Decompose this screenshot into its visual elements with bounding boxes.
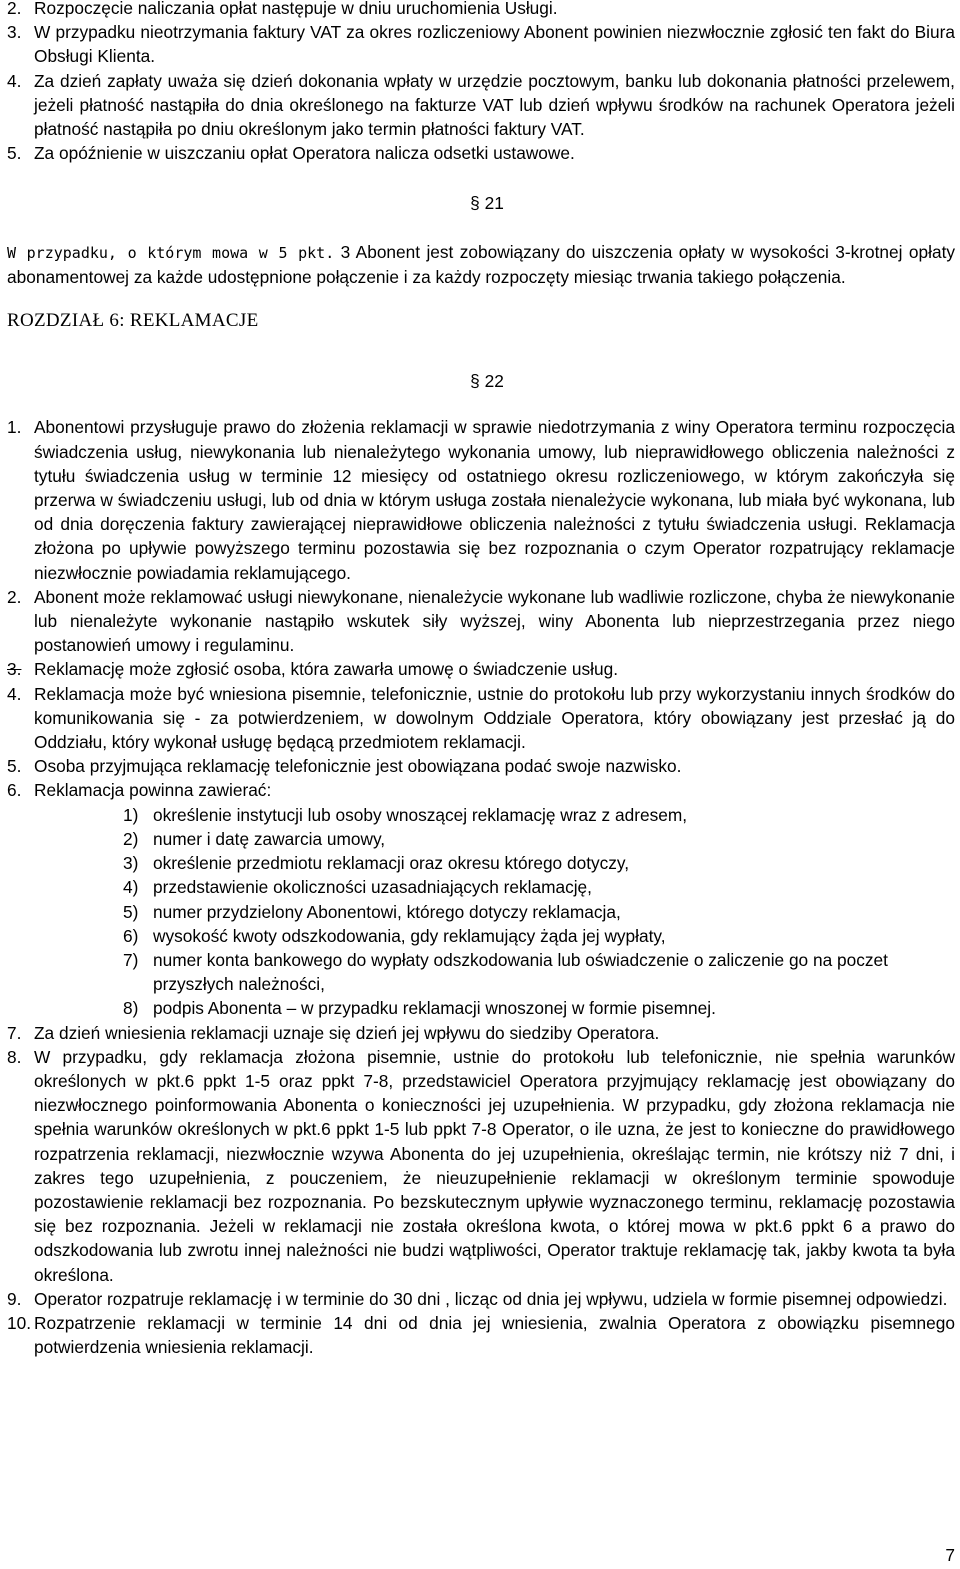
subitem-text: numer i datę zawarcia umowy, [153, 828, 386, 849]
item-text: Za dzień zapłaty uważa się dzień dokonania wpłaty w urzędzie pocztowym, banku lub dokonania płatności przelewem, jeżeli płatność nastąpiła do dnia określonego na fakturze VAT lub dzień wpływu środków na rachunek Operatora jeżeli płatność nastąpiła po dniu określonym jako termin płatności faktury VAT. [34, 70, 955, 140]
list-item [7, 20, 955, 68]
subitem-number: 5) [123, 901, 139, 922]
item-text: Reklamacja może być wniesiona pisemnie, telefonicznie, ustnie do protokołu lub przy wykorzystaniu innych środków do komunikowania się - za potwierdzeniem, w dowolnym Oddziale Operatora, który obowiązany jest przesłać ją do Oddziału, który wykonał usługę będącą przedmiotem reklamacji. [34, 683, 955, 753]
list-item [7, 0, 955, 20]
sublist [7, 803, 955, 1021]
list-item [7, 69, 955, 142]
item-text: Abonentowi przysługuje prawo do złożenia reklamacji w sprawie niedotrzymania z winy Operatora terminu rozpoczęcia świadczenia usług, niewykonania lub nienależytego wykonania umowy, lub nieprawidłowego obliczenia należności z tytułu świadczenia usług w terminie 12 miesięcy od ostatniego okresu rozliczeniowego, w którym zakończyła się przerwa w świadczeniu usługi, lub od dnia w którym usługa została nienależycie wykonana, lub miała być wykonana, lub od dnia doręczenia faktury zawierającej nieprawidłowe obliczenia należności z tytułu świadczenia usługi. Reklamacja złożona po upływie powyższego terminu pozostawia się bez rozpoznania o czym Operator rozpatrujący reklamacje niezwłocznie powiadamia reklamującego. [34, 417, 955, 583]
item-number: 5. [7, 756, 22, 777]
item-number: 6. [7, 780, 22, 801]
sublist-item [7, 948, 955, 996]
item-number: 3. [7, 659, 22, 680]
item-number: 3. [7, 22, 22, 43]
item-text: Osoba przyjmująca reklamację telefonicznie jest obowiązana podać swoje nazwisko. [34, 756, 682, 777]
item-number: 4. [7, 70, 22, 91]
list-item [7, 415, 955, 584]
subitem-number: 3) [123, 853, 139, 874]
item-number: 2. [7, 0, 22, 18]
sublist-item [7, 996, 955, 1020]
list-item [7, 1021, 955, 1045]
page-number: 7 [945, 1544, 955, 1565]
list-item [7, 1045, 955, 1287]
item-number: 10. [7, 1312, 32, 1333]
list-item [7, 657, 955, 681]
list-item [7, 585, 955, 658]
item-number: 2. [7, 586, 22, 607]
sublist-item [7, 900, 955, 924]
sublist-item [7, 875, 955, 899]
sublist-item [7, 924, 955, 948]
top-list [7, 0, 955, 165]
item-number: 9. [7, 1288, 22, 1309]
subitem-number: 8) [123, 998, 139, 1019]
item-text: Operator rozpatruje reklamację i w terminie do 30 dni , licząc od dnia jej wpływu, udziela w formie pisemnej odpowiedzi. [34, 1288, 948, 1309]
item-number: 5. [7, 143, 22, 164]
list-item [7, 778, 955, 802]
item-text: Rozpoczęcie naliczania opłat następuje w dniu uruchomienia Usługi. [34, 0, 558, 18]
section-21-lead: W przypadku, o którym mowa w 5 pkt. [7, 243, 335, 262]
section-21-paragraph [7, 240, 955, 289]
sublist-item [7, 803, 955, 827]
subitem-number: 1) [123, 804, 139, 825]
item-number: 1. [7, 417, 22, 438]
section-22-sign: § 22 [470, 371, 504, 392]
list-item [7, 141, 955, 165]
item-text: Abonent może reklamować usługi niewykonane, nienależycie wykonane lub wadliwie rozliczone, chyba że niewykonanie lub nienależyte wykonanie nastąpiło wskutek siły wyższej, winy Abonenta lub nieprzestrzegania przez niego postanowień umowy i regulaminu. [34, 586, 955, 656]
section-21-sign: § 21 [470, 193, 504, 214]
list-item [7, 1311, 955, 1359]
subitem-number: 4) [123, 877, 139, 898]
item-text: Reklamacja powinna zawierać: [34, 780, 272, 801]
chapter-heading: ROZDZIAŁ 6: REKLAMACJE [7, 310, 259, 332]
subitem-number: 2) [123, 828, 139, 849]
item-text: Za opóźnienie w uiszczaniu opłat Operatora nalicza odsetki ustawowe. [34, 143, 575, 164]
item-number: 7. [7, 1022, 22, 1043]
subitem-text: numer konta bankowego do wypłaty odszkodowania lub oświadczenie o zaliczenie go na poczet przyszłych należności, [153, 949, 888, 995]
subitem-text: wysokość kwoty odszkodowania, gdy reklamujący żąda jej wypłaty, [153, 925, 666, 946]
section-22-list [7, 415, 955, 1359]
item-text: W przypadku, gdy reklamacja złożona pisemnie, ustnie do protokołu lub telefonicznie, nie spełnia warunków określonych w pkt.6 ppkt 1-5 oraz ppkt 7-8, przedstawiciel Operatora przyjmujący reklamację jest obowiązany do niezwłocznego poinformowania Abonenta o konieczności jej uzupełnienia. W przypadku, gdy złożona reklamacja nie spełnia warunków określonych w pkt.6 ppkt 1-5 lub ppkt 7-8 Operator, o ile uzna, że jest to konieczne do prawidłowego rozpatrzenia reklamacji, niezwłocznie wzywa Abonenta do jej uzupełnienia, określając termin, nie krótszy niż 7 dni, i zakres tego uzupełnienia, z pouczeniem, że nieuzupełnienie reklamacji w określonym terminie spowoduje pozostawienie reklamacji bez rozpoznania. Po bezskutecznym upływie wyznaczonego terminu, reklamację pozostawia się bez rozpoznania. Jeżeli w reklamacji nie została określona kwota, o której mowa w pkt.6 ppkt 6 a prawo do odszkodowania lub zwrotu innej należności nie budzi wątpliwości, Operator traktuje reklamację tak, jakby kwota ta była określona. [34, 1046, 955, 1285]
subitem-number: 7) [123, 949, 139, 970]
item-number: 4. [7, 683, 22, 704]
subitem-number: 6) [123, 925, 139, 946]
list-item [7, 682, 955, 755]
item-text: Reklamację może zgłosić osoba, która zawarła umowę o świadczenie usług. [34, 659, 618, 680]
subitem-text: podpis Abonenta – w przypadku reklamacji wnoszonej w formie pisemnej. [153, 998, 716, 1019]
subitem-text: określenie przedmiotu reklamacji oraz okresu którego dotyczy, [153, 853, 630, 874]
item-text: Rozpatrzenie reklamacji w terminie 14 dni od dnia jej wniesienia, zwalnia Operatora z obowiązku pisemnego potwierdzenia wniesienia reklamacji. [34, 1312, 955, 1358]
item-number: 8. [7, 1046, 22, 1067]
item-text: Za dzień wniesienia reklamacji uznaje się dzień jej wpływu do siedziby Operatora. [34, 1022, 660, 1043]
item-text: W przypadku nieotrzymania faktury VAT za okres rozliczeniowy Abonent powinien niezwłocznie zgłosić ten fakt do Biura Obsługi Klienta. [34, 22, 955, 67]
subitem-text: określenie instytucji lub osoby wnoszącej reklamację wraz z adresem, [153, 804, 688, 825]
subitem-text: przedstawienie okoliczności uzasadniających reklamację, [153, 877, 592, 898]
document-page [7, 0, 955, 1359]
subitem-text: numer przydzielony Abonentowi, którego dotyczy reklamacja, [153, 901, 621, 922]
sublist-item [7, 827, 955, 851]
sublist-item [7, 851, 955, 875]
section-21-text: 3 Abonent jest zobowiązany do uiszczenia opłaty w wysokości 3-krotnej opłaty abonamentowej za każde udostępnione połączenie i za każdy rozpoczęty miesiąc trwania takiego połączenia. [7, 241, 956, 287]
list-item [7, 754, 955, 778]
list-item [7, 1287, 955, 1311]
